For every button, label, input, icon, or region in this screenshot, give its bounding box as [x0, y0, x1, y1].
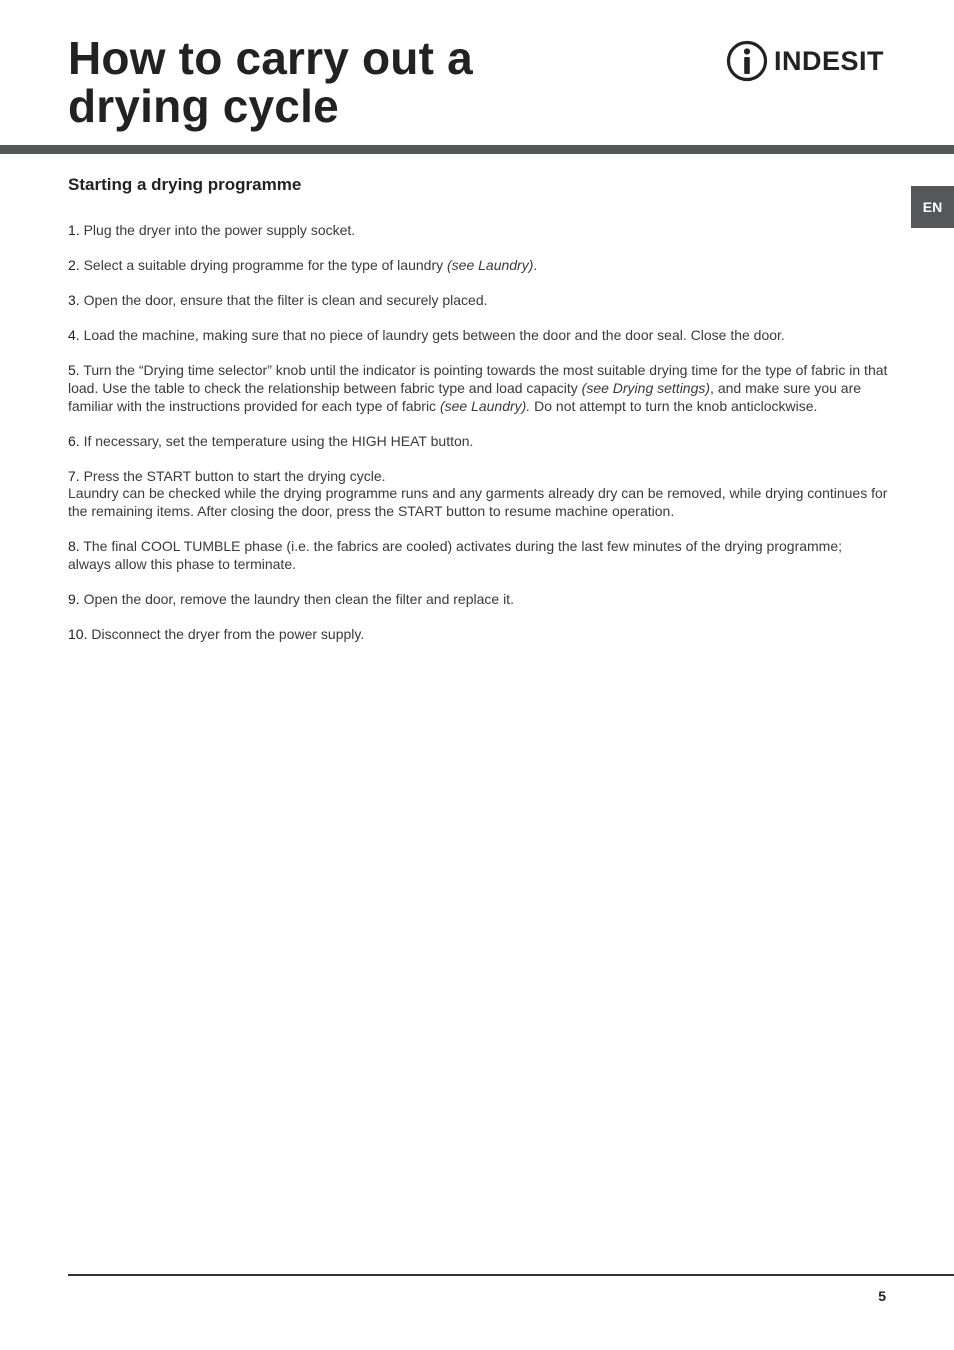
- step-item: [68, 626, 888, 644]
- step-number: 1.: [68, 222, 80, 238]
- step-text: Turn the “Drying time selector” knob until the indicator is pointing towards the most suitable drying time for the type of fabric in that load. Use the table to check the relationship between fabric type and load capacity: [68, 362, 888, 396]
- step-text: Press the START button to start the drying cycle.: [83, 467, 386, 484]
- step-reference: (see Drying settings): [581, 379, 711, 396]
- step-number: 4.: [68, 327, 80, 344]
- step-reference: (see Laundry).: [439, 397, 531, 414]
- page-title-line-1: How to carry out a: [68, 32, 473, 84]
- step-number: 8.: [68, 538, 80, 555]
- step-text: Open the door, ensure that the filter is clean and securely placed.: [83, 292, 488, 309]
- indesit-logo: [726, 40, 884, 82]
- step-text: Plug the dryer into the power supply socket.: [83, 222, 356, 238]
- step-reference: (see Laundry): [447, 257, 534, 274]
- language-tab[interactable]: [911, 186, 954, 228]
- step-text: Open the door, remove the laundry then clean the filter and replace it.: [83, 590, 514, 607]
- brand-name: INDESIT: [774, 46, 885, 76]
- indesit-i-circle-icon: [726, 40, 768, 82]
- step-number: 10.: [68, 625, 88, 642]
- step-number: 9.: [68, 590, 80, 607]
- footer-divider: [68, 1274, 954, 1276]
- step-number: 3.: [68, 292, 80, 309]
- page-title-line-2: drying cycle: [68, 80, 339, 132]
- step-text: Do not attempt to turn the knob anticlockwise.: [530, 397, 818, 414]
- step-item: [68, 468, 888, 521]
- step-item: [68, 292, 888, 310]
- step-item: [68, 433, 888, 451]
- step-number: 2.: [68, 257, 80, 274]
- step-item: [68, 222, 888, 240]
- step-item: [68, 538, 888, 573]
- section-heading: Starting a drying programme: [68, 175, 302, 194]
- language-tab-label: EN: [922, 199, 943, 215]
- steps-list: [68, 222, 888, 661]
- step-text: Load the machine, making sure that no piece of laundry gets between the door and the door seal. Close the door.: [83, 327, 785, 344]
- header-divider: [0, 145, 954, 154]
- step-item: [68, 327, 888, 345]
- step-text: Disconnect the dryer from the power supply.: [91, 625, 365, 642]
- step-number: 6.: [68, 432, 80, 449]
- step-note: Laundry can be checked while the drying programme runs and any garments already dry can be removed, while drying continues for the remaining items. After closing the door, press the START button to resume machine operation.: [68, 485, 888, 519]
- step-text: If necessary, set the temperature using the HIGH HEAT button.: [83, 432, 474, 449]
- page-title: [68, 34, 473, 130]
- page-number: 5: [878, 1288, 886, 1304]
- step-item: [68, 257, 888, 275]
- step-text: The final COOL TUMBLE phase (i.e. the fabrics are cooled) activates during the last few minutes of the drying programme; always allow this phase to terminate.: [68, 538, 843, 572]
- step-text: Select a suitable drying programme for the type of laundry: [83, 257, 447, 274]
- step-number: 5.: [68, 362, 80, 379]
- step-text: , and make sure you are familiar with the instructions provided for each type of fabric: [68, 379, 862, 414]
- step-text: .: [533, 257, 538, 274]
- step-item: [68, 591, 888, 609]
- step-number: 7.: [68, 467, 80, 484]
- step-item: [68, 362, 888, 415]
